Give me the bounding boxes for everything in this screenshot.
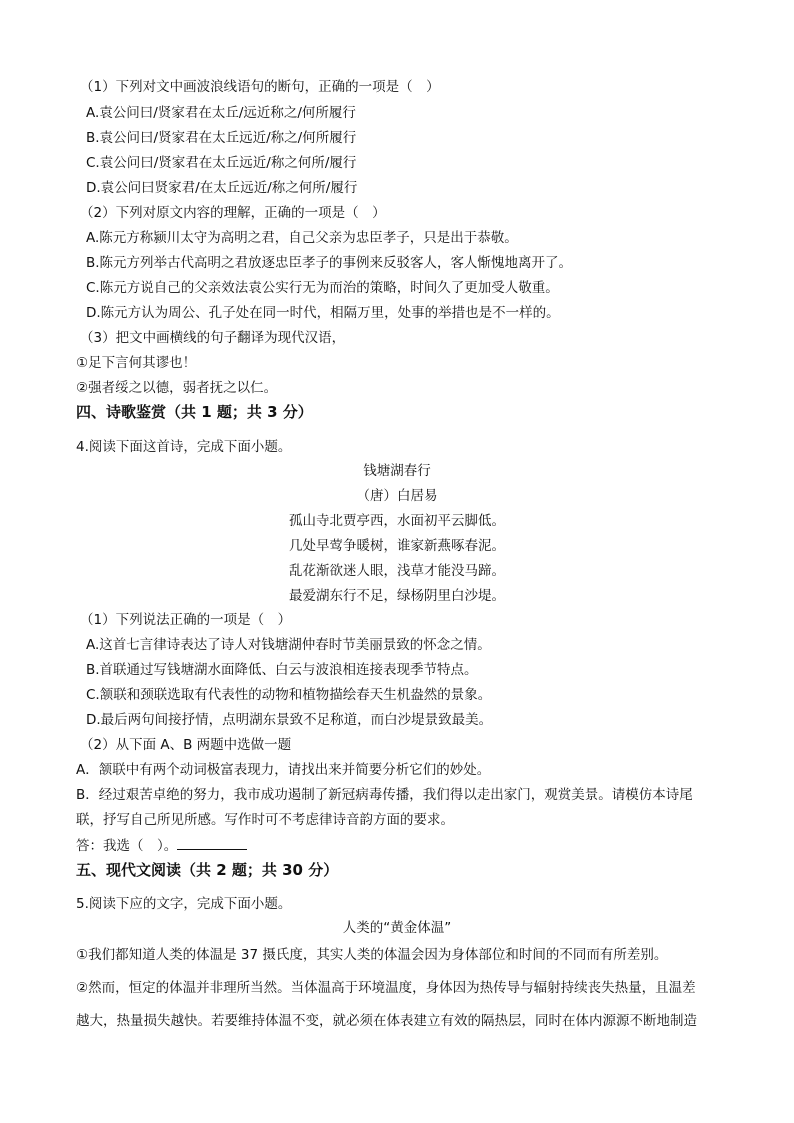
- translate-item-1: ①足下言何其谬也！: [76, 355, 197, 371]
- option-c: C.颔联和颈联选取有代表性的动物和植物描绘春天生机盎然的景象。: [86, 687, 492, 703]
- option-a: A.陈元方称颍川太守为高明之君，自己父亲为忠臣孝子，只是出于恭敬。: [86, 230, 518, 246]
- question-3-2: （2）下列对原文内容的理解，正确的一项是（ ）: [80, 205, 386, 221]
- option-a: A.袁公问曰/贤家君在太丘/远近称之/何所履行: [86, 105, 356, 121]
- option-d: D.袁公问曰贤家君/在太丘远近/称之何所/履行: [86, 180, 358, 196]
- choice-b-prompt-line1: B．经过艰苦卓绝的努力，我市成功遏制了新冠病毒传播，我们得以走出家门，观赏美景。请模仿本诗尾: [76, 787, 693, 803]
- choice-b-prompt-line2: 联，抒写自己所见所感。写作时可不考虑律诗音韵方面的要求。: [76, 812, 454, 828]
- option-a: A.这首七言律诗表达了诗人对钱塘湖仲春时节美丽景致的怀念之情。: [86, 637, 491, 653]
- option-c: C.袁公问曰/贤家君在太丘远近/称之何所/履行: [86, 155, 357, 171]
- poem-line: 最爱湖东行不足，绿杨阴里白沙堤。: [289, 588, 505, 604]
- section-intro: 4.阅读下面这首诗，完成下面小题。: [76, 439, 292, 455]
- option-b: B.首联通过写钱塘湖水面降低、白云与波浪相连接表现季节特点。: [86, 662, 478, 678]
- section-heading-modern-reading: 五、现代文阅读（共 2 题；共 30 分）: [76, 861, 339, 879]
- answer-blank[interactable]: [177, 835, 247, 850]
- option-b: B.陈元方列举古代高明之君放逐忠臣孝子的事例来反驳客人，客人惭愧地离开了。: [86, 255, 573, 271]
- question-4-2: （2）从下面 A、B 两题中选做一题: [80, 737, 292, 753]
- article-paragraph-2-line2: 越大，热量损失越快。若要维持体温不变，就必须在体表建立有效的隔热层，同时在体内源源不断地制造: [76, 1013, 697, 1029]
- poem-author: （唐）白居易: [356, 488, 438, 504]
- section-intro: 5.阅读下应的文字，完成下面小题。: [76, 896, 292, 912]
- translate-item-2: ②强者绥之以德，弱者抚之以仁。: [76, 380, 278, 396]
- question-3-3: （3）把文中画横线的句子翻译为现代汉语，: [80, 330, 346, 346]
- article-paragraph-1: ①我们都知道人类的体温是 37 摄氏度，其实人类的体温会因为身体部位和时间的不同而有所差别。: [76, 947, 668, 963]
- option-d: D.陈元方认为周公、孔子处在同一时代，相隔万里，处事的举措也是不一样的。: [86, 305, 560, 321]
- poem-line: 几处早莺争暖树，谁家新燕啄春泥。: [289, 538, 505, 554]
- poem-line: 孤山寺北贾亭西，水面初平云脚低。: [289, 513, 505, 529]
- question-4-1: （1）下列说法正确的一项是（ ）: [80, 612, 292, 628]
- answer-line: [76, 835, 247, 856]
- option-b: B.袁公问曰/贤家君在太丘远近/称之/何所履行: [86, 130, 357, 146]
- poem-title: 钱塘湖春行: [363, 463, 431, 479]
- article-title: 人类的“黄金体温”: [342, 920, 452, 936]
- choice-a-prompt: A．颔联中有两个动词极富表现力，请找出来并简要分析它们的妙处。: [76, 762, 491, 778]
- option-d: D.最后两句间接抒情，点明湖东景致不足称道，而白沙堤景致最美。: [86, 712, 493, 728]
- answer-label: 答：我选（ ）。: [76, 838, 178, 854]
- option-c: C.陈元方说自己的父亲效法袁公实行无为而治的策略，时间久了更加受人敬重。: [86, 280, 559, 296]
- poem-line: 乱花渐欲迷人眼，浅草才能没马蹄。: [289, 563, 505, 579]
- article-paragraph-2-line1: ②然而，恒定的体温并非理所当然。当体温高于环境温度，身体因为热传导与辐射持续丧失热量，且温差: [76, 980, 696, 996]
- question-3-1: （1）下列对文中画波浪线语句的断句，正确的一项是（ ）: [80, 79, 440, 95]
- section-heading-poetry: 四、诗歌鉴赏（共 1 题；共 3 分）: [76, 403, 313, 421]
